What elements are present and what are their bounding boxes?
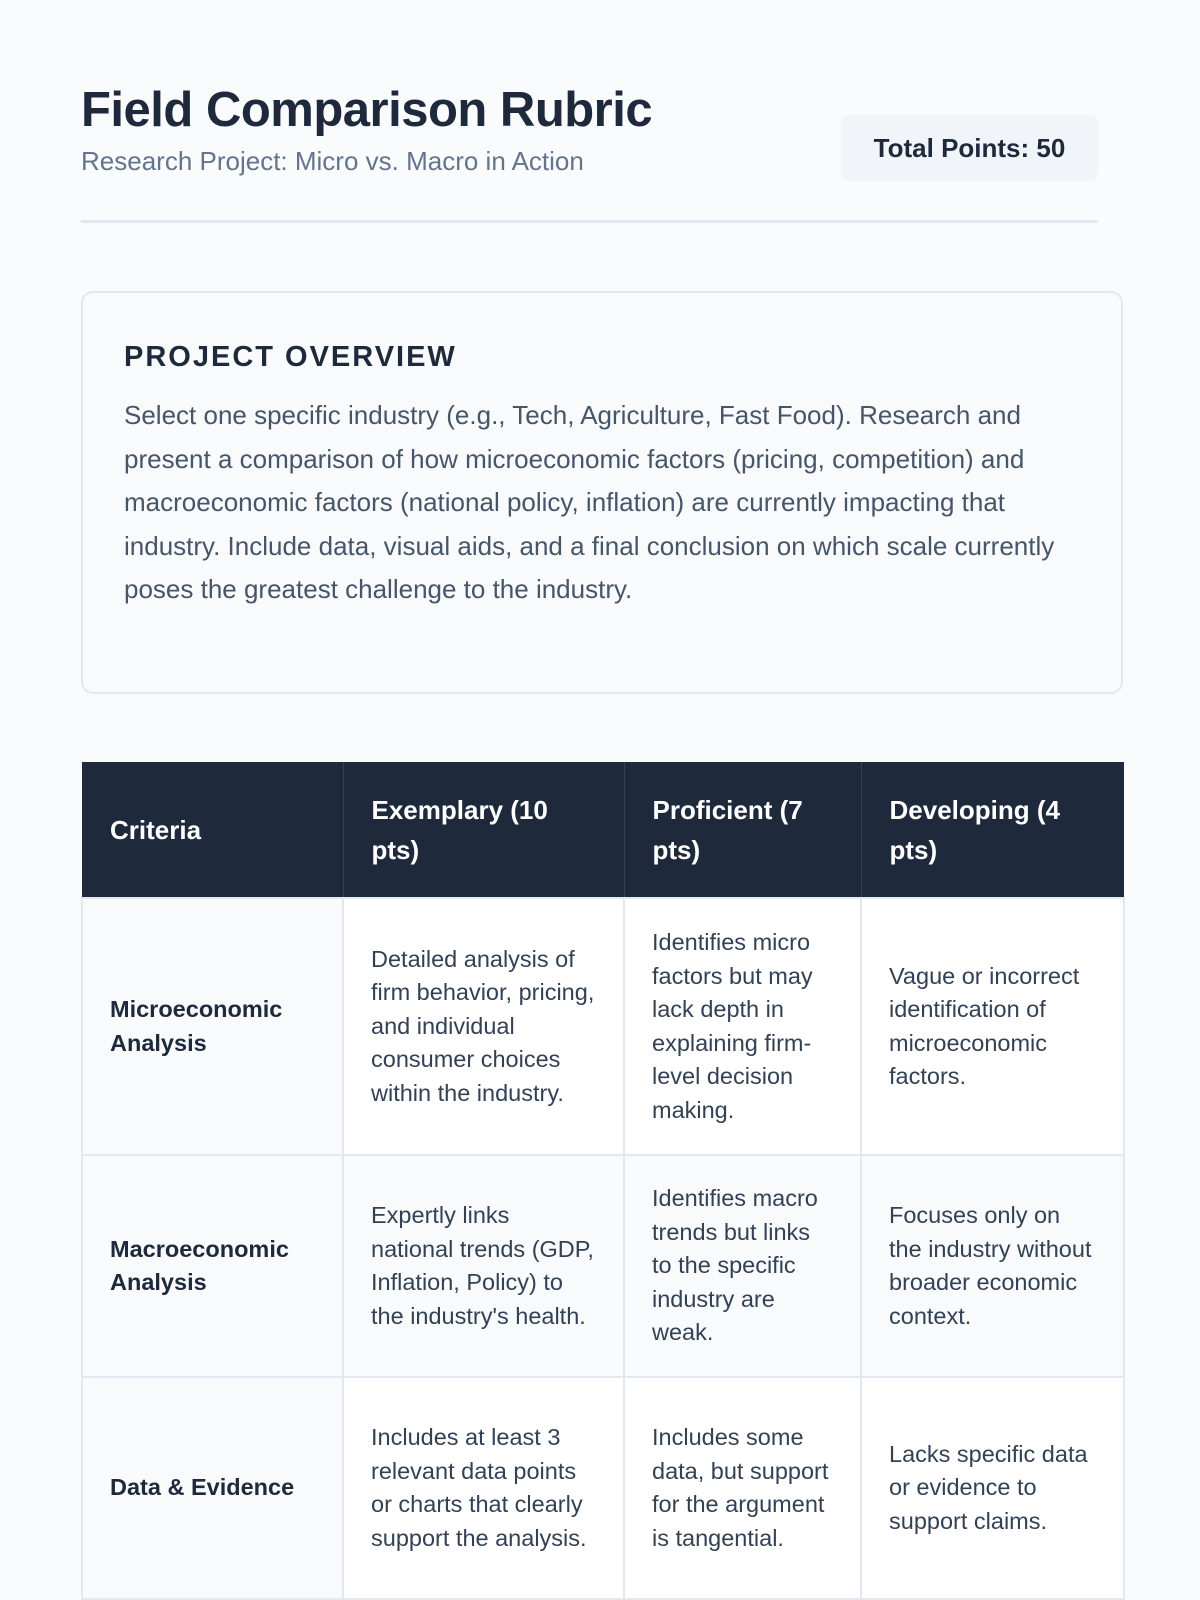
developing-cell: Focuses only on the industry without broader economic context. — [861, 1155, 1124, 1377]
total-points-badge: Total Points: 50 — [841, 115, 1098, 181]
column-header-exemplary: Exemplary (10 pts) — [343, 762, 624, 898]
developing-cell: Vague or incorrect identification of microeconomic factors. — [861, 898, 1124, 1155]
column-header-developing: Developing (4 pts) — [861, 762, 1124, 898]
developing-cell: Lacks specific data or evidence to support claims. — [861, 1377, 1124, 1599]
table-row — [82, 1155, 1124, 1377]
criteria-cell: Microeconomic Analysis — [82, 898, 343, 1155]
column-header-criteria: Criteria — [82, 762, 343, 898]
page-subtitle: Research Project: Micro vs. Macro in Action — [81, 146, 584, 176]
rubric-header-row — [82, 762, 1124, 898]
exemplary-cell: Expertly links national trends (GDP, Inflation, Policy) to the industry's health. — [343, 1155, 624, 1377]
overview-text: Select one specific industry (e.g., Tech, Agriculture, Fast Food). Research and present a comparison of how microeconomic factors (pricing, competition) and macroeconomic factors (national policy, inflation) are currently impacting that industry. Include data, visual aids, and a final conclusion on which scale currently poses the greatest challenge to the industry. — [124, 400, 1055, 604]
proficient-cell: Identifies macro trends but links to the specific industry are weak. — [624, 1155, 861, 1377]
column-header-proficient: Proficient (7 pts) — [624, 762, 861, 898]
page-title: Field Comparison Rubric — [81, 83, 653, 137]
proficient-cell: Includes some data, but support for the argument is tangential. — [624, 1377, 861, 1599]
page-header — [81, 0, 1098, 223]
overview-heading: PROJECT OVERVIEW — [124, 341, 457, 373]
criteria-cell: Macroeconomic Analysis — [82, 1155, 343, 1377]
rubric-table — [81, 762, 1125, 1600]
exemplary-cell: Includes at least 3 relevant data points or charts that clearly support the analysis. — [343, 1377, 624, 1599]
table-row — [82, 1377, 1124, 1599]
exemplary-cell: Detailed analysis of firm behavior, pricing, and individual consumer choices within the industry. — [343, 898, 624, 1155]
proficient-cell: Identifies micro factors but may lack depth in explaining firm-level decision making. — [624, 898, 861, 1155]
criteria-cell: Data & Evidence — [82, 1377, 343, 1599]
project-overview-card — [81, 291, 1123, 694]
table-row — [82, 898, 1124, 1155]
